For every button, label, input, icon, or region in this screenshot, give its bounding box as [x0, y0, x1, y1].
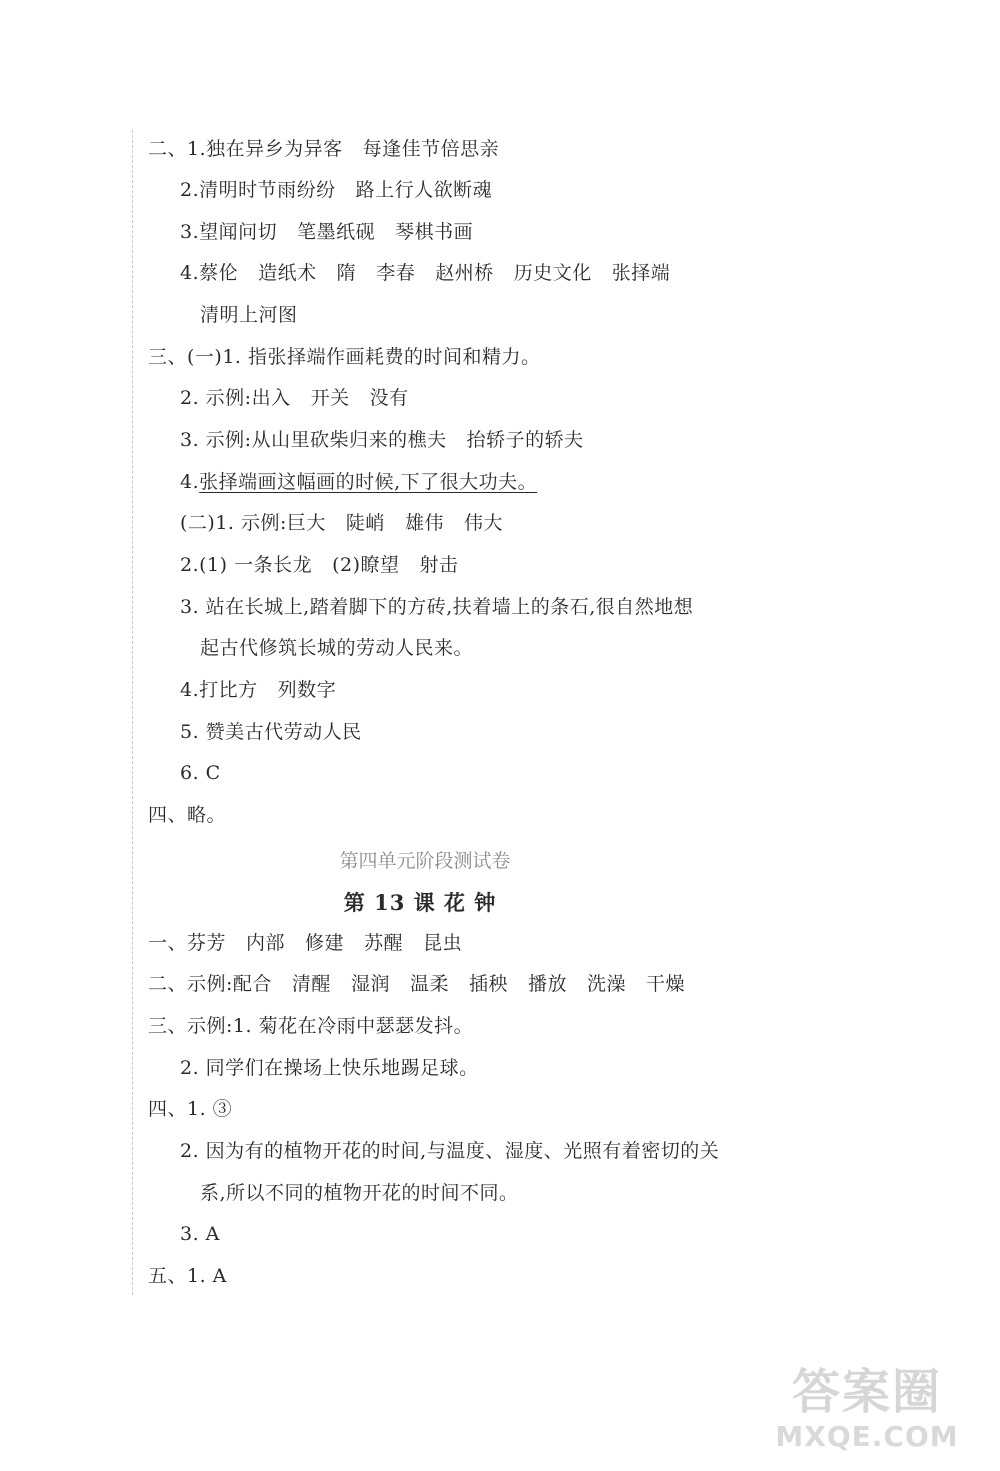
answer-text: 湿润	[350, 973, 390, 995]
answer-text: 起古代修筑长城的劳动人民来。	[200, 637, 474, 659]
s2-line1	[148, 137, 499, 161]
answer-text: 6. C	[180, 762, 221, 784]
s3-p1-line2	[180, 386, 409, 410]
lesson-q2	[148, 972, 685, 996]
answer-text: 射击	[419, 554, 459, 576]
item-number: 2.	[180, 554, 200, 576]
answer-text: 清醒	[291, 973, 331, 995]
answer-text: 温柔	[409, 973, 449, 995]
answer-text: 2. 同学们在操场上快乐地踢足球。	[180, 1057, 479, 1079]
item-number: 二、示例:	[148, 973, 233, 995]
answer-text: 内部	[246, 932, 286, 954]
item-number: 2. 示例:	[180, 387, 252, 409]
answer-text: 修建	[305, 932, 345, 954]
watermark-url: MXQE.COM	[775, 1420, 959, 1453]
watermark-logo: 答案圈	[791, 1364, 942, 1420]
s3-p1-line1	[148, 345, 541, 369]
answer-text: 三、示例:1. 菊花在冷雨中瑟瑟发抖。	[148, 1015, 474, 1037]
answer-text: 历史文化	[513, 262, 592, 284]
s3-p2-line3	[180, 595, 693, 619]
answer-text: 陡峭	[345, 512, 385, 534]
item-number: 3. 示例:	[180, 429, 252, 451]
answer-text: 3. 站在长城上,踏着脚下的方砖,扶着墙上的条石,很自然地想	[180, 596, 694, 618]
answer-text: 昆虫	[423, 932, 463, 954]
lesson-q3-line2	[180, 1056, 479, 1080]
answer-text: (2)瞭望	[332, 554, 400, 576]
unit-title: 第四单元阶段测试卷	[339, 850, 511, 872]
s3-p2-line6	[180, 761, 221, 785]
s3-p2-line5	[180, 720, 362, 744]
answer-text: 洗澡	[587, 973, 627, 995]
item-number: 3.	[180, 221, 200, 243]
answer-text: 系,所以不同的植物开花的时间不同。	[200, 1182, 519, 1204]
answer-text: 3. A	[180, 1223, 220, 1245]
answer-text: 巨大	[286, 512, 326, 534]
answer-text: 笔墨纸砚	[297, 221, 376, 243]
s3-p1-line4	[180, 470, 537, 494]
lesson-q4-line2-cont	[200, 1181, 519, 1205]
answer-text: 张择端	[611, 262, 671, 284]
answer-text: 配合	[232, 973, 272, 995]
answer-text: 从山里砍柴归来的樵夫	[251, 429, 447, 451]
s3-p1-line3	[180, 428, 584, 452]
answer-text: 清明时节雨纷纷	[199, 179, 336, 201]
answer-text: 5. 赞美古代劳动人民	[180, 721, 362, 743]
answer-text: 苏醒	[364, 932, 404, 954]
lesson-q1	[148, 931, 462, 955]
answer-text: 抬轿子的轿夫	[466, 429, 584, 451]
answer-text: 隋	[336, 262, 357, 284]
s2-line2	[180, 178, 492, 202]
answer-text: 每逢佳节倍思亲	[362, 138, 500, 160]
s3-p2-line1	[180, 511, 503, 535]
answer-text: 清明上河图	[200, 304, 298, 326]
lesson-q4-line3	[180, 1222, 220, 1246]
answer-text: 琴棋书画	[395, 221, 474, 243]
answer-text: 伟大	[463, 512, 503, 534]
lesson-q4-line2	[180, 1139, 719, 1163]
lesson-title: 第 13 课 花 钟	[343, 890, 497, 915]
answer-text: 出入	[251, 387, 291, 409]
answer-text: 播放	[527, 973, 567, 995]
item-number: 2.	[180, 179, 200, 201]
lesson-q4-line1	[148, 1097, 232, 1121]
answer-text: 开关	[310, 387, 350, 409]
s4-line	[148, 803, 226, 827]
item-number: 一、	[148, 932, 188, 954]
s2-line4	[180, 261, 670, 285]
answer-text: 三、(一)1. 指张择端作画耗费的时间和精力。	[148, 346, 541, 368]
s2-line4-cont	[200, 303, 298, 327]
answer-text: 干燥	[646, 973, 686, 995]
binding-margin-line	[132, 130, 133, 1295]
item-number: 二、1.	[148, 138, 207, 160]
answer-text: 赵州桥	[435, 262, 494, 284]
answer-text: 2. 因为有的植物开花的时间,与温度、湿度、光照有着密切的关	[180, 1140, 720, 1162]
s3-p2-line2	[180, 553, 459, 577]
site-watermark	[752, 1364, 982, 1459]
item-number: 4.	[180, 262, 200, 284]
lesson-q5-line1	[148, 1264, 227, 1288]
answer-text: 列数字	[277, 679, 337, 701]
answer-text: 四、略。	[148, 804, 227, 826]
lesson-q3-line1	[148, 1014, 473, 1038]
s3-p2-line3-cont	[200, 636, 473, 660]
answer-text: 芬芳	[187, 932, 227, 954]
answer-text: 五、1. A	[148, 1265, 227, 1287]
answer-text: 打比方	[199, 679, 258, 701]
underlined-answer: 张择端画这幅画的时候,下了很大功夫。	[199, 471, 538, 493]
item-number: 4.	[180, 679, 200, 701]
answer-text: (1) 一条长龙	[199, 554, 313, 576]
s2-line3	[180, 220, 473, 244]
answer-text: 雄伟	[404, 512, 444, 534]
answer-text: 李春	[376, 262, 416, 284]
s3-p2-line4	[180, 678, 336, 702]
answer-text: 望闻问切	[199, 221, 278, 243]
answer-text: 插秧	[468, 973, 508, 995]
item-number: (二)1. 示例:	[180, 512, 287, 534]
answer-text: 四、1. ③	[148, 1098, 233, 1120]
answer-text: 蔡伦	[199, 262, 239, 284]
answer-text: 没有	[369, 387, 409, 409]
answer-text: 独在异乡为异客	[206, 138, 343, 160]
item-number: 4.	[180, 471, 200, 493]
answer-text: 路上行人欲断魂	[355, 179, 493, 201]
answer-text: 造纸术	[258, 262, 317, 284]
